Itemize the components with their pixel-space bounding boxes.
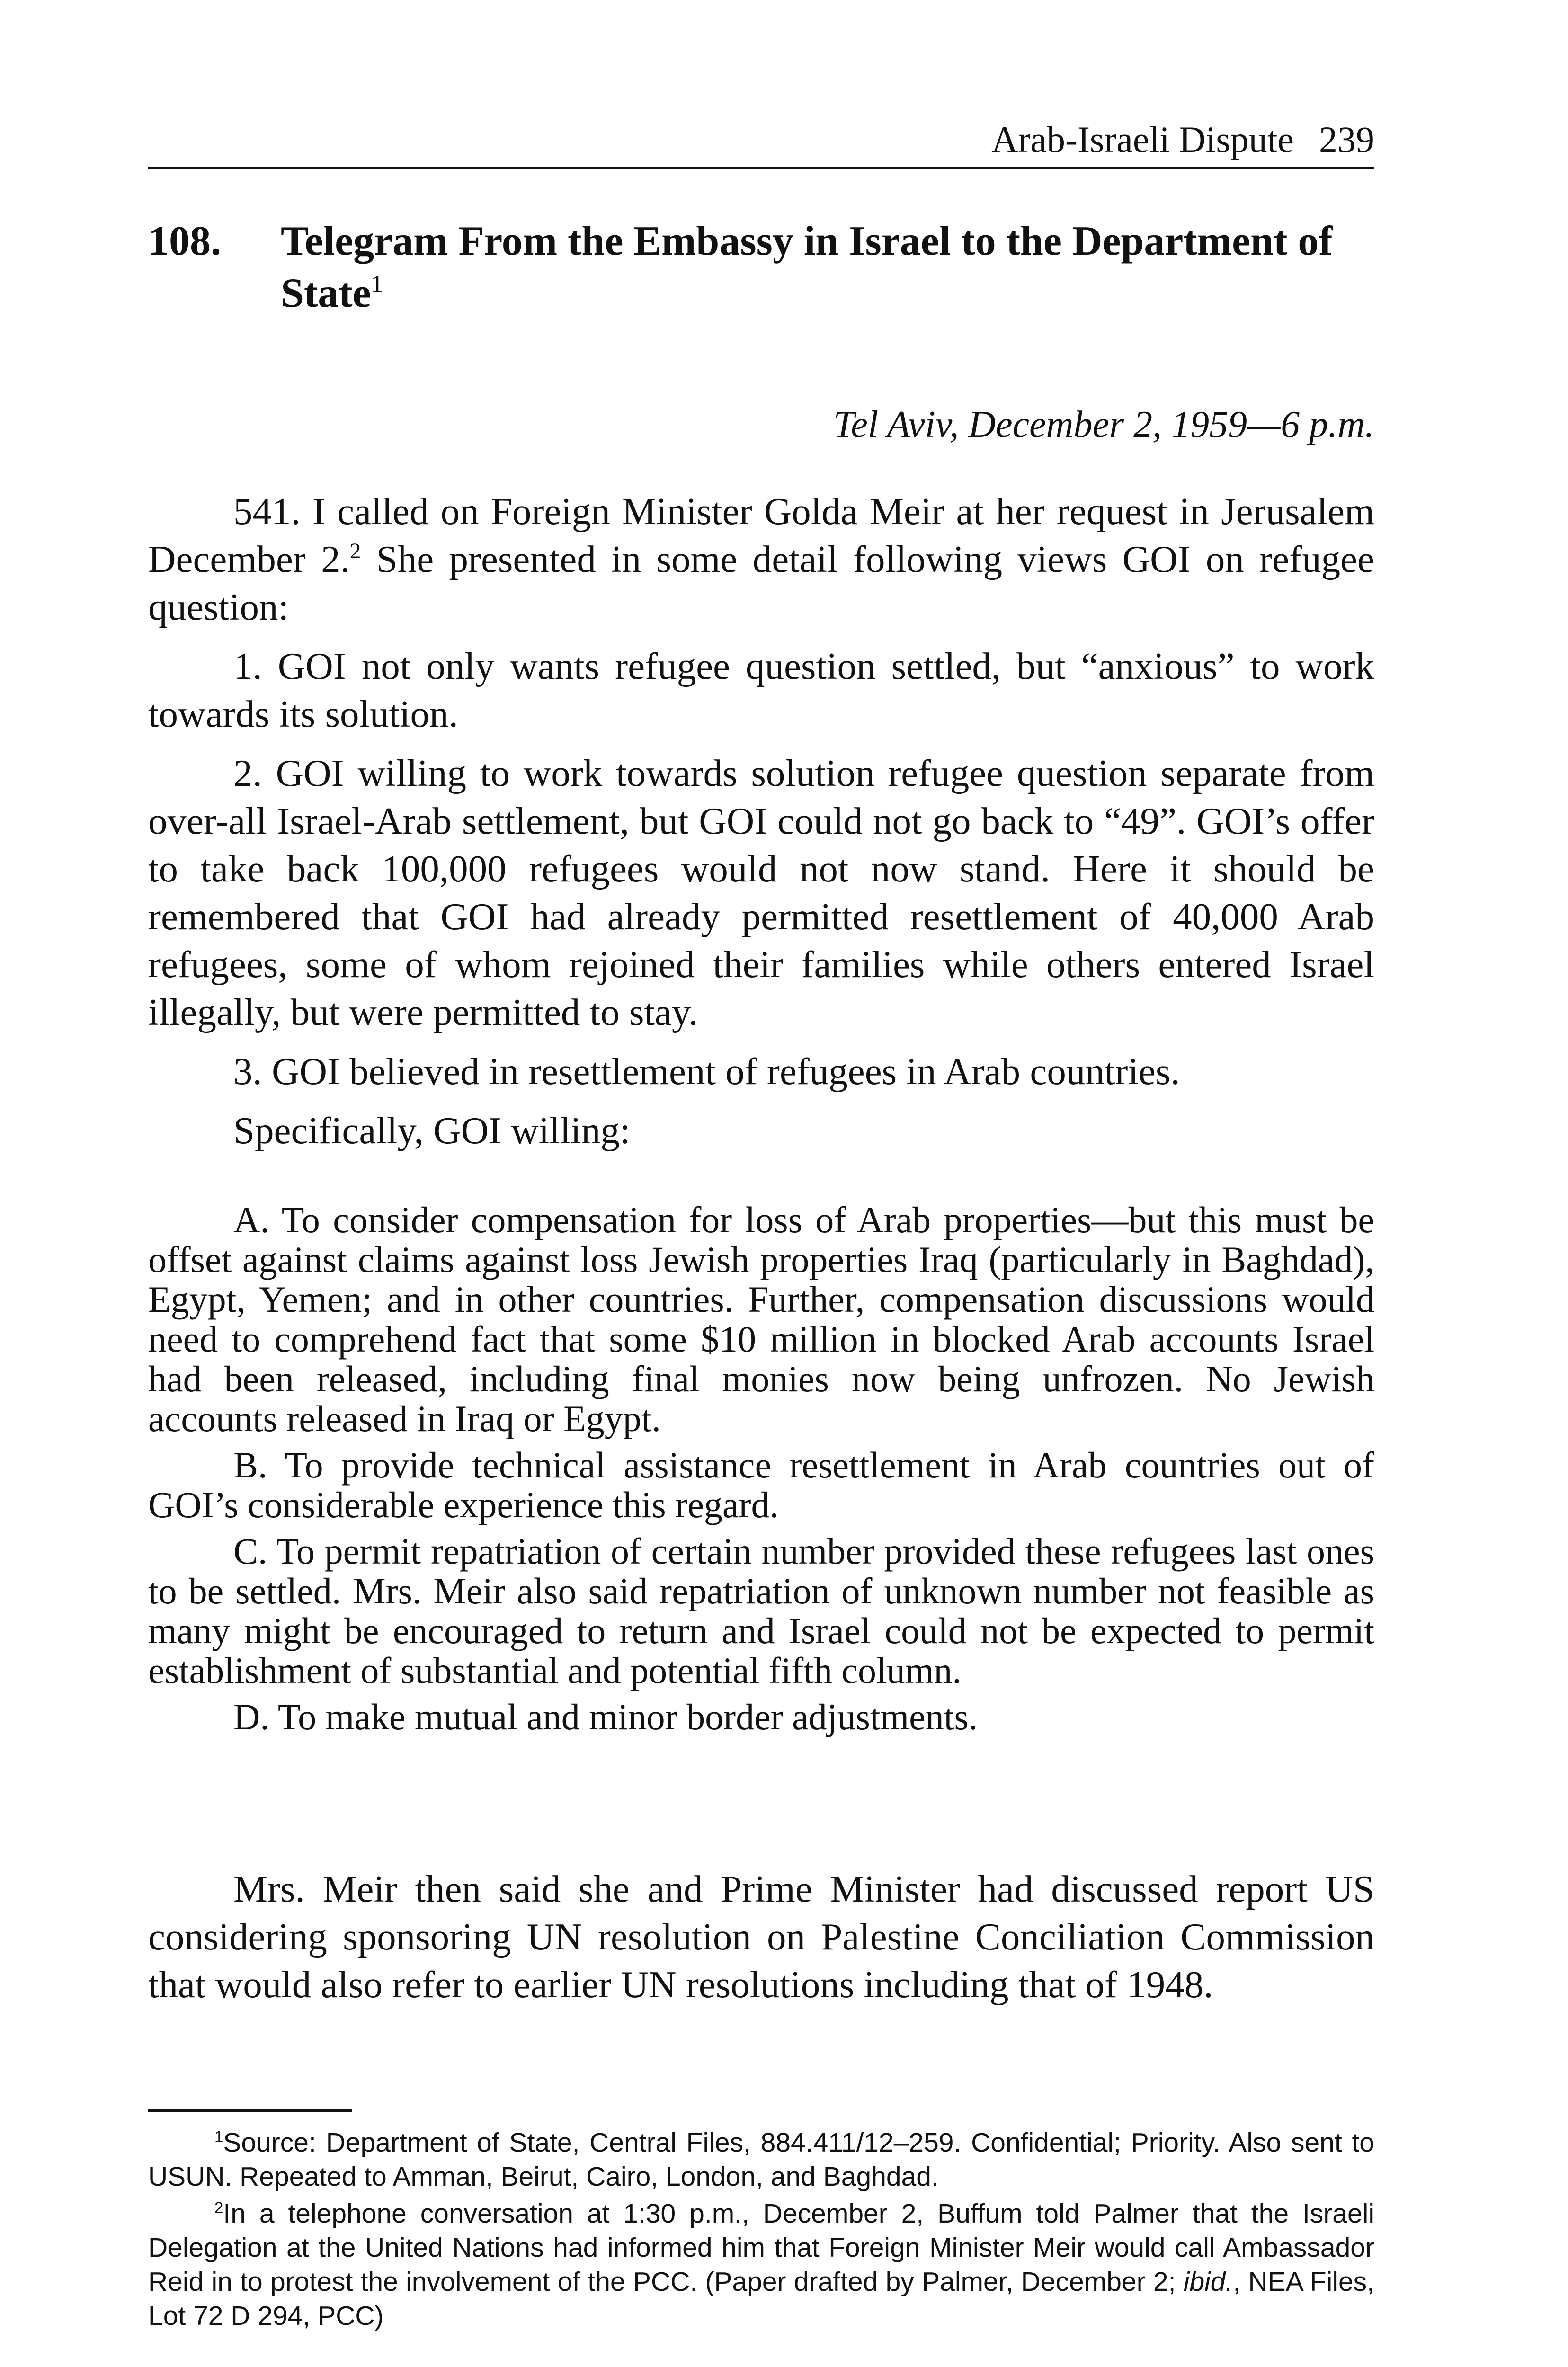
item-a: A. To consider compensation for loss of Arab properties—but this must be offset against claims against loss Jewish properties Iraq (particularly in Baghdad), Egypt, Yemen; and in other countries. Further, compensation discussions would need to comprehend fact that some $10 million in blocked Arab accounts Israel had been released, including final monies now being unfrozen. No Jewish accounts released in Iraq or Egypt. [148,1199,1374,1439]
footnote-2-mark: 2 [214,2199,223,2217]
footnote-2 [148,2197,1374,2333]
dateline: Tel Aviv, December 2, 1959—6 p.m. [833,404,1374,445]
running-title: Arab-Israeli Dispute [991,119,1294,160]
document-title-text: Telegram From the Embassy in Israel to the Department of State [281,218,1333,316]
footnote-2-text-a: In a telephone conversation at 1:30 p.m., December 2, Buffum told Palmer that the Israeli Delegation at the United Nations had informed him that Foreign Minister Meir would call Ambassador Reid in to protest the involvement of the PCC. (Paper drafted by Palmer, December 2; [148,2198,1374,2297]
body-section-main [148,488,1374,1155]
footnote-1-mark: 1 [214,2128,223,2146]
footnote-2-ibid: ibid. [1183,2267,1233,2297]
footnote-2-text-b: , NEA Files, Lot 72 D 294, PCC) [148,2267,1374,2331]
document-title [281,215,1370,320]
footnote-ref-2: 2 [349,538,361,563]
body-section-items [148,1200,1374,1737]
paragraph-541-text-a: 541. I called on Foreign Minister Golda Meir at her request in Jerusalem December 2. [148,490,1374,580]
body-section-closing [148,1865,1374,2009]
footnotes [148,2126,1374,2336]
title-footnote-ref: 1 [371,271,383,298]
document-number: 108. [148,218,221,264]
page-number: 239 [1319,119,1374,160]
footnote-divider [148,2109,352,2112]
item-b: B. To provide technical assistance resettlement in Arab countries out of GOI’s considerable experience this regard. [148,1444,1374,1525]
footnote-1 [148,2126,1374,2194]
paragraph-541-text-b: She presented in some detail following views GOI on refugee question: [148,538,1375,628]
paragraph-point-1: 1. GOI not only wants refugee question settled, but “anxious” to work towards its solution. [148,645,1374,735]
running-header [148,115,1374,169]
paragraph-meir-report: Mrs. Meir then said she and Prime Minister had discussed report US considering sponsoring UN resolution on Palestine Conciliation Commission that would also refer to earlier UN resolutions including that of 1948. [148,1868,1374,2006]
paragraph-point-3: 3. GOI believed in resettlement of refugees in Arab countries. [233,1050,1180,1093]
item-c: C. To permit repatriation of certain number provided these refugees last ones to be settled. Mrs. Meir also said repatriation of unknown number not feasible as many might be encouraged to return and Israel could not be expected to permit establishment of substantial and potential fifth column. [148,1531,1374,1691]
paragraph-541 [148,488,1374,631]
footnote-1-text: Source: Department of State, Central Files, 884.411/12–259. Confidential; Priority. Also sent to USUN. Repeated to Amman, Beirut, Cairo, London, and Baghdad. [148,2127,1374,2192]
paragraph-specifically: Specifically, GOI willing: [233,1109,631,1152]
item-d: D. To make mutual and minor border adjustments. [233,1696,978,1737]
paragraph-point-2: 2. GOI willing to work towards solution refugee question separate from over-all Israel-Arab settlement, but GOI could not go back to “49”. GOI’s offer to take back 100,000 refugees would not now stand. Here it should be remembered that GOI had already permitted resettlement of 40,000 Arab refugees, some of whom rejoined their families while others entered Israel illegally, but were permitted to stay. [148,752,1374,1033]
